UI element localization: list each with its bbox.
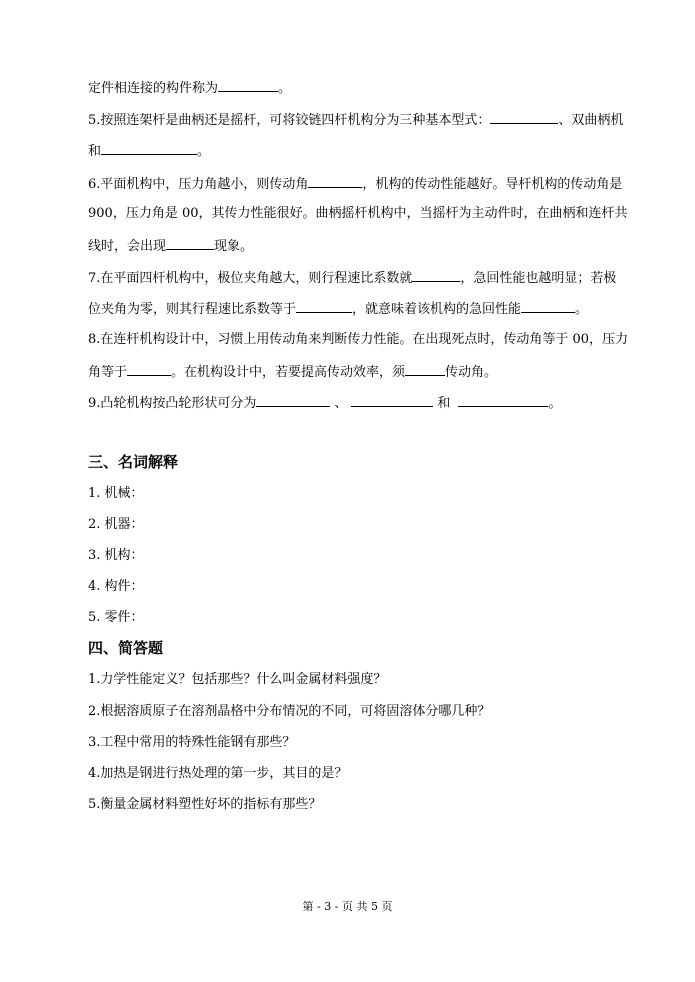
- section3-item-3: 3. 机构：: [88, 548, 144, 563]
- q7-blank-2[interactable]: [296, 300, 352, 313]
- section4-item-3: 3.工程中常用的特殊性能钢有那些？: [88, 735, 296, 750]
- section3-item-1: 1. 机械：: [88, 486, 144, 501]
- q4-tail-text: 定件相连接的构件称为: [88, 81, 219, 96]
- q6-text-d: 线时，会出现: [88, 239, 167, 254]
- q5-after: 、双曲柄机: [558, 113, 624, 128]
- section4-item-4: 4.加热是钢进行热处理的第一步，其目的是？: [88, 766, 348, 781]
- section3-title: 三、名词解释: [88, 453, 179, 471]
- section4-item-2: 2.根据溶质原子在溶剂晶格中分布情况的不同，可将固溶体分哪几种？: [88, 704, 491, 719]
- q5-end: 。: [197, 144, 211, 159]
- q9-blank-1[interactable]: [256, 394, 330, 407]
- q5-blank-1[interactable]: [490, 111, 558, 124]
- q9-sep2: 和: [437, 396, 451, 411]
- q4-blank[interactable]: [218, 79, 278, 92]
- q8-line1: [88, 332, 628, 348]
- q7-text-c: 位夹角为零，则其行程速比系数等于: [88, 302, 297, 317]
- q9-blank-3[interactable]: [458, 394, 548, 407]
- q9-line: [88, 394, 561, 412]
- q7-text-a: 7.在平面四杆机构中，极位夹角越大，则行程速比系数就: [88, 271, 413, 286]
- section3-item-5: 5. 零件：: [88, 610, 144, 625]
- q4-tail-line: [88, 79, 291, 97]
- q9-blank-2[interactable]: [351, 394, 433, 407]
- q5-line1: [88, 111, 623, 129]
- q6-blank-1[interactable]: [308, 175, 362, 188]
- q8-text-c: 。在机构设计中，若要提高传动效率，须: [171, 365, 406, 380]
- q7-text-e: 。: [575, 302, 589, 317]
- q6-blank-2[interactable]: [166, 237, 214, 250]
- q5-line2: [88, 142, 210, 160]
- section4-item-5: 5.衡量金属材料塑性好坏的指标有那些？: [88, 797, 322, 812]
- q8-text-a: 8.在连杆机构设计中，习惯上用传动角来判断传力性能。在出现死点时，传动角等于 00，压力: [88, 332, 629, 347]
- q8-line2: [88, 363, 497, 381]
- section4-title: 四、简答题: [88, 639, 164, 657]
- q8-text-d: 传动角。: [445, 365, 498, 380]
- q9-sep1: 、: [334, 396, 348, 411]
- q7-blank-1[interactable]: [412, 269, 460, 282]
- q7-blank-3[interactable]: [521, 300, 575, 313]
- q8-text-b: 角等于: [88, 365, 128, 380]
- q7-line1: [88, 269, 616, 287]
- section3-item-2: 2. 机器：: [88, 517, 144, 532]
- section4-item-1: 1.力学性能定义？包括那些？什么叫金属材料强度？: [88, 672, 387, 687]
- q6-line3: [88, 237, 253, 255]
- q8-blank-2[interactable]: [405, 363, 445, 376]
- q6-text-c: 900，压力角是 00，其传力性能很好。曲柄摇杆机构中，当摇杆为主动件时，在曲柄和连杆共: [88, 206, 628, 221]
- q5-text: 5.按照连架杆是曲柄还是摇杆，可将铰链四杆机构分为三种基本型式：: [88, 113, 491, 128]
- q7-text-d: ，就意味着该机构的急回性能: [352, 302, 522, 317]
- q5-line2-text: 和: [88, 144, 102, 159]
- q8-blank-1[interactable]: [127, 363, 171, 376]
- q7-line2: [88, 300, 588, 318]
- section3-item-4: 4. 构件：: [88, 579, 144, 594]
- q6-line1: [88, 175, 622, 193]
- q9-end: 。: [548, 396, 562, 411]
- q6-line2: [88, 206, 628, 222]
- q7-text-b: ，急回性能也越明显；若极: [460, 271, 617, 286]
- q6-text-e: 现象。: [214, 239, 254, 254]
- page-footer: 第 - 3 - 页 共 5 页: [302, 900, 393, 913]
- q6-text-a: 6.平面机构中，压力角越小，则传动角: [88, 177, 309, 192]
- q9-text: 9.凸轮机构按凸轮形状可分为: [88, 396, 257, 411]
- q6-text-b: ，机构的传动性能越好。导杆机构的传动角是: [362, 177, 623, 192]
- q4-tail-end: 。: [278, 81, 292, 96]
- q5-blank-2[interactable]: [101, 142, 197, 155]
